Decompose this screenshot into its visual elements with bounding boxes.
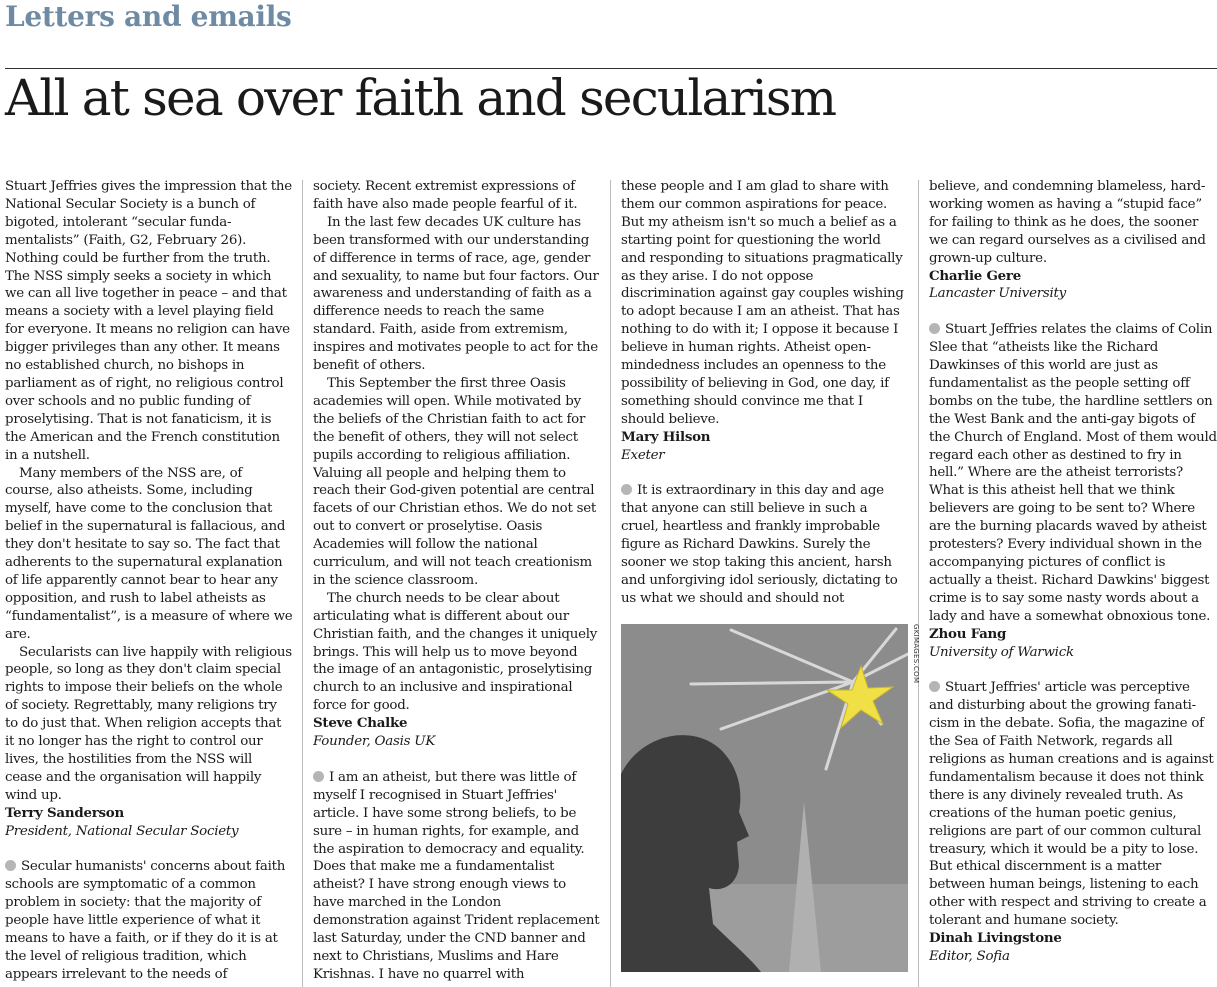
letter-paragraph: It is extraordinary in this day and age that anyone can still believe in such a cruel, heartless and frankly improbable figure as Richard Dawkins. Surely the sooner we stop taking this ancient, harsh and unforgiving idol seriously, dictating to us what we should and should not <box>621 483 898 606</box>
bullet-icon <box>929 323 940 334</box>
illustration <box>621 624 908 972</box>
letter-paragraph: believe, and condemning blameless, hard-working women as having a “stupid face” for failing to think as he does, the sooner we can regard ourselves as a civilised and grown-up culture. <box>929 179 1206 266</box>
letter-paragraph: these people and I am glad to share with them our common aspirations for peace. But my atheism isn't so much a belief as a starting point for questioning the world and responding to situations pragmatically as they arise. I do not oppose discrimination against gay couples wishing to adopt because I am an atheist. That has nothing to do with it; I oppose it because I believe in human rights. Atheist open-mindedness includes an openness to the possibility of believing in God, one day, if something should convince me that I should believe. <box>621 179 904 427</box>
letter-author: Mary Hilson <box>621 428 711 445</box>
letter-paragraph: Stuart Jeffries' article was perceptive and disturbing about the growing fanaticism in the debate. Sofia, the magazine of the Sea of Faith Network, regards all religions as human creations and is against fundamentalism because it does not think there is any divinely revealed truth. As creations of the human poetic genius, religions are part of our common cultural treasury, which it would be a pity to lose. But ethical discernment is a matter between human beings, listening to each other with respect and striving to create a tolerant and humane society. <box>929 680 1214 929</box>
letter-paragraph: I am an atheist, but there was little of myself I recognised in Stuart Jeffries' article. I have some strong beliefs, to be sure – in human rights, for example, and the aspiration to democracy and equality. Does that make me a fundamentalist atheist? I have strong enough views to have marched in the London demonstration against Trident replacement last Saturday, under the CND banner and next to Christians, Muslims and Hare Krishnas. I have no quarrel with <box>313 769 600 982</box>
letter-paragraph: The church needs to be clear about articulating what is different about our Christian faith, and the changes it uniquely brings. This will help us to move beyond the image of an antagonistic, proselytising church to an inclusive and inspirational force for good. <box>313 590 598 714</box>
column-4 <box>929 178 1217 984</box>
column-divider <box>918 180 919 987</box>
bullet-icon <box>929 681 940 692</box>
letter-author: Zhou Fang <box>929 625 1007 642</box>
letter-affiliation: Editor, Sofia <box>929 948 1010 964</box>
letter-paragraph: Stuart Jeffries relates the claims of Colin Slee that “atheists like the Richard Dawkinses of this world are just as fundamentalist as the people setting off bombs on the tube, the hardline settlers on the West Bank and the anti-gay bigots of the Church of England. Most of them would regard each other as destined to fry in hell.” Where are the atheist terrorists? What is this atheist hell that we think believers are going to be sent to? Where are the burning placards waved by atheist protesters? Every individual shown in the accompanying pictures of conflict is actually a theist. Richard Dawkins' biggest crime is to say some nasty words about a lady and have a somewhat obnoxious tone. <box>929 322 1217 624</box>
column-2 <box>313 178 600 984</box>
letter-paragraph: This September the first three Oasis academies will open. While motivated by the beliefs of the Christian faith to act for the benefit of others, they will not select pupils according to religious affiliation. Valuing all people and helping them to reach their God-given potential are central facets of our Christian ethos. We do not set out to convert or proselytise. Oasis Academies will follow the national curriculum, and will not teach creationism in the science classroom. <box>313 375 597 588</box>
letter-affiliation: President, National Secular Society <box>5 823 239 839</box>
image-credit: GKIMAGES.COM <box>912 624 920 684</box>
column-divider <box>302 180 303 987</box>
bullet-icon <box>5 860 16 871</box>
column-1 <box>5 178 293 984</box>
bullet-icon <box>621 484 632 495</box>
letter-affiliation: Lancaster University <box>929 286 1067 302</box>
letter-author: Charlie Gere <box>929 267 1022 284</box>
letter-author: Terry Sanderson <box>5 804 124 821</box>
letter-affiliation: Founder, Oasis UK <box>313 734 436 750</box>
section-title: Letters and emails <box>5 0 292 33</box>
letter-paragraph: Secular humanists' concerns about faith schools are symptomatic of a common problem in society: that the majority of people have little experience of what it means to have a faith, or if they do it is at the level of religious tradition, which appears irrelevant to the needs of <box>5 859 286 982</box>
headline: All at sea over faith and secularism <box>5 69 836 127</box>
letter-paragraph: Stuart Jeffries gives the impression that the National Secular Society is a bunch of bigoted, intolerant “secular fundamentalists” (Faith, G2, February 26). Nothing could be further from the truth. The NSS simply seeks a society in which we can all live together in peace – and that means a society with a level playing field for everyone. It means no religion can have bigger privileges than any other. It means no established church, no bishops in parliament as of right, no religious control over schools and no public funding of proselytising. That is not fanaticism, it is the American and the French constitution in a nutshell. <box>5 179 292 463</box>
bullet-icon <box>313 771 324 782</box>
letter-affiliation: University of Warwick <box>929 644 1074 660</box>
letter-author: Dinah Livingstone <box>929 930 1062 947</box>
column-divider <box>610 180 611 987</box>
illustration-art <box>621 624 908 972</box>
letter-paragraph: Secularists can live happily with religious people, so long as they don't claim special rights to impose their beliefs on the whole of society. Regrettably, many religions try to do just that. When religion accepts that it no longer has the right to control our lives, the hostilities from the NSS will cease and the organisation will happily wind up. <box>5 644 292 803</box>
letter-paragraph: In the last few decades UK culture has been transformed with our understanding of difference in terms of race, age, gender and sexuality, to name but four factors. Our awareness and understanding of faith as a difference needs to reach the same standard. Faith, aside from extremism, inspires and motivates people to act for the benefit of others. <box>313 214 599 374</box>
letter-author: Steve Chalke <box>313 715 408 732</box>
letter-paragraph: Many members of the NSS are, of course, also atheists. Some, including myself, have come to the conclusion that belief in the supernatural is fallacious, and they don't hesitate to say so. The fact that adherents to the supernatural explanation of life apparently cannot bear to hear any opposition, and rush to label atheists as “fundamentalist”, is a measure of where we are. <box>5 465 293 642</box>
letter-paragraph: society. Recent extremist expressions of faith have also made people fearful of it. <box>313 179 578 212</box>
letter-affiliation: Exeter <box>621 447 665 463</box>
